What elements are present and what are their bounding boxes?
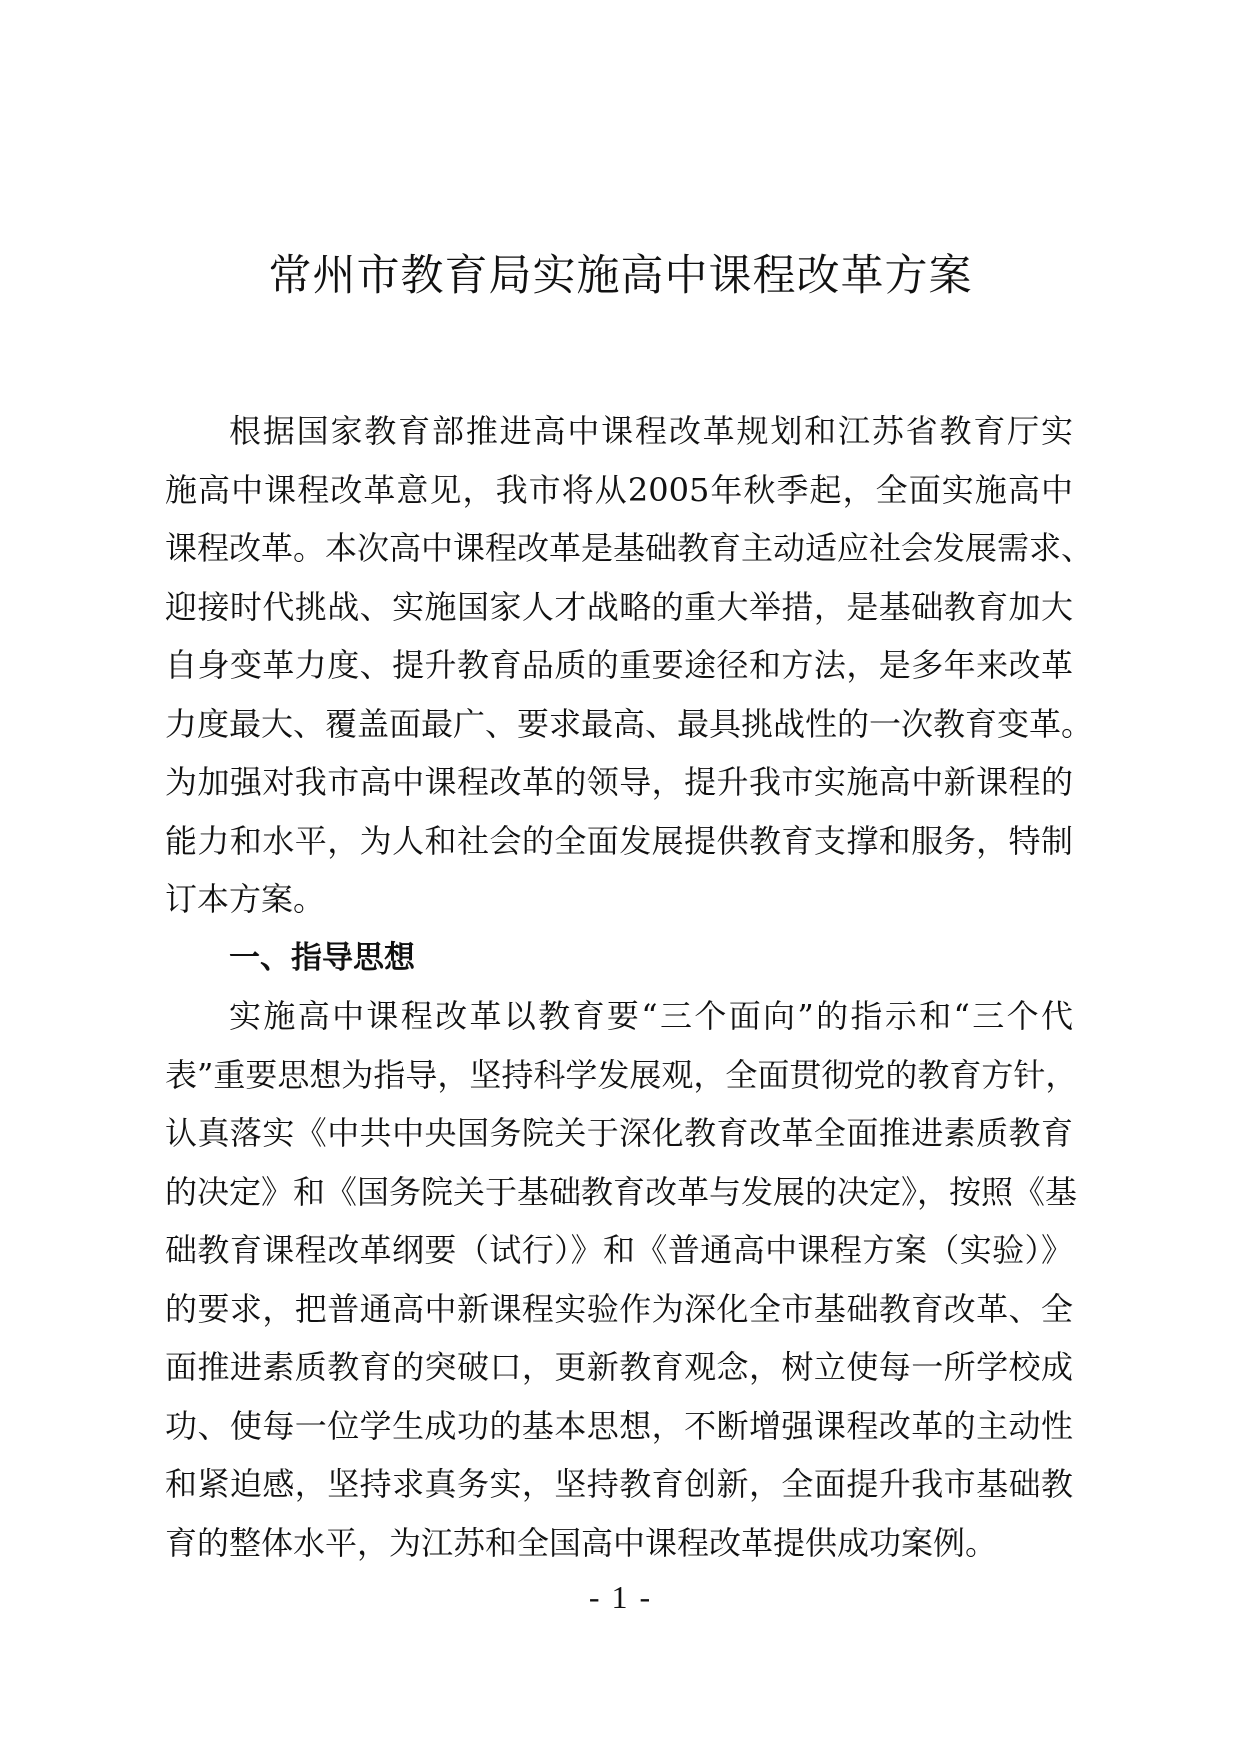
section-heading: 一、指导思想	[229, 939, 415, 976]
paragraph-line: 的决定》和《国务院关于基础教育改革与发展的决定》，按照《基	[165, 1172, 1078, 1211]
document-title: 常州市教育局实施高中课程改革方案	[268, 251, 973, 301]
paragraph-line: 表”重要思想为指导，坚持科学发展观，全面贯彻党的教育方针，	[165, 1055, 1078, 1094]
paragraph-line: 认真落实《中共中央国务院关于深化教育改革全面推进素质教育	[165, 1114, 1073, 1152]
paragraph-line: 迎接时代挑战、实施国家人才战略的重大举措，是基础教育加大	[165, 587, 1073, 626]
page-number: - 1 -	[588, 1579, 653, 1615]
paragraph-line: 实施高中课程改革以教育要“三个面向”的指示和“三个代	[229, 997, 1073, 1035]
paragraph-line: 为加强对我市高中课程改革的领导，提升我市实施高中新课程的	[165, 763, 1073, 801]
paragraph-line: 课程改革。本次高中课程改革是基础教育主动适应社会发展需求、	[165, 529, 1094, 567]
document-body	[165, 402, 1094, 1572]
paragraph-line: 根据国家教育部推进高中课程改革规划和江苏省教育厅实	[229, 412, 1073, 450]
paragraph-line: 的要求，把普通高中新课程实验作为深化全市基础教育改革、全	[165, 1289, 1073, 1328]
paragraph-line: 力度最大、覆盖面最广、要求最高、最具挑战性的一次教育变革。	[165, 704, 1094, 743]
paragraph-line: 础教育课程改革纲要（试行）》和《普通高中课程方案（实验）》	[165, 1231, 1073, 1269]
paragraph-line: 自身变革力度、提升教育品质的重要途径和方法，是多年来改革	[165, 646, 1073, 684]
paragraph-line: 能力和水平，为人和社会的全面发展提供教育支撑和服务，特制	[165, 821, 1073, 860]
paragraph-line: 施高中课程改革意见，我市将从2005年秋季起，全面实施高中	[165, 470, 1073, 509]
paragraph-line: 功、使每一位学生成功的基本思想，不断增强课程改革的主动性	[165, 1406, 1073, 1445]
paragraph-line: 和紧迫感，坚持求真务实，坚持教育创新，全面提升我市基础教	[165, 1465, 1073, 1503]
paragraph-line: 育的整体水平，为江苏和全国高中课程改革提供成功案例。	[165, 1523, 998, 1562]
paragraph-line: 面推进素质教育的突破口，更新教育观念，树立使每一所学校成	[165, 1348, 1073, 1386]
paragraph-line: 订本方案。	[165, 880, 326, 918]
